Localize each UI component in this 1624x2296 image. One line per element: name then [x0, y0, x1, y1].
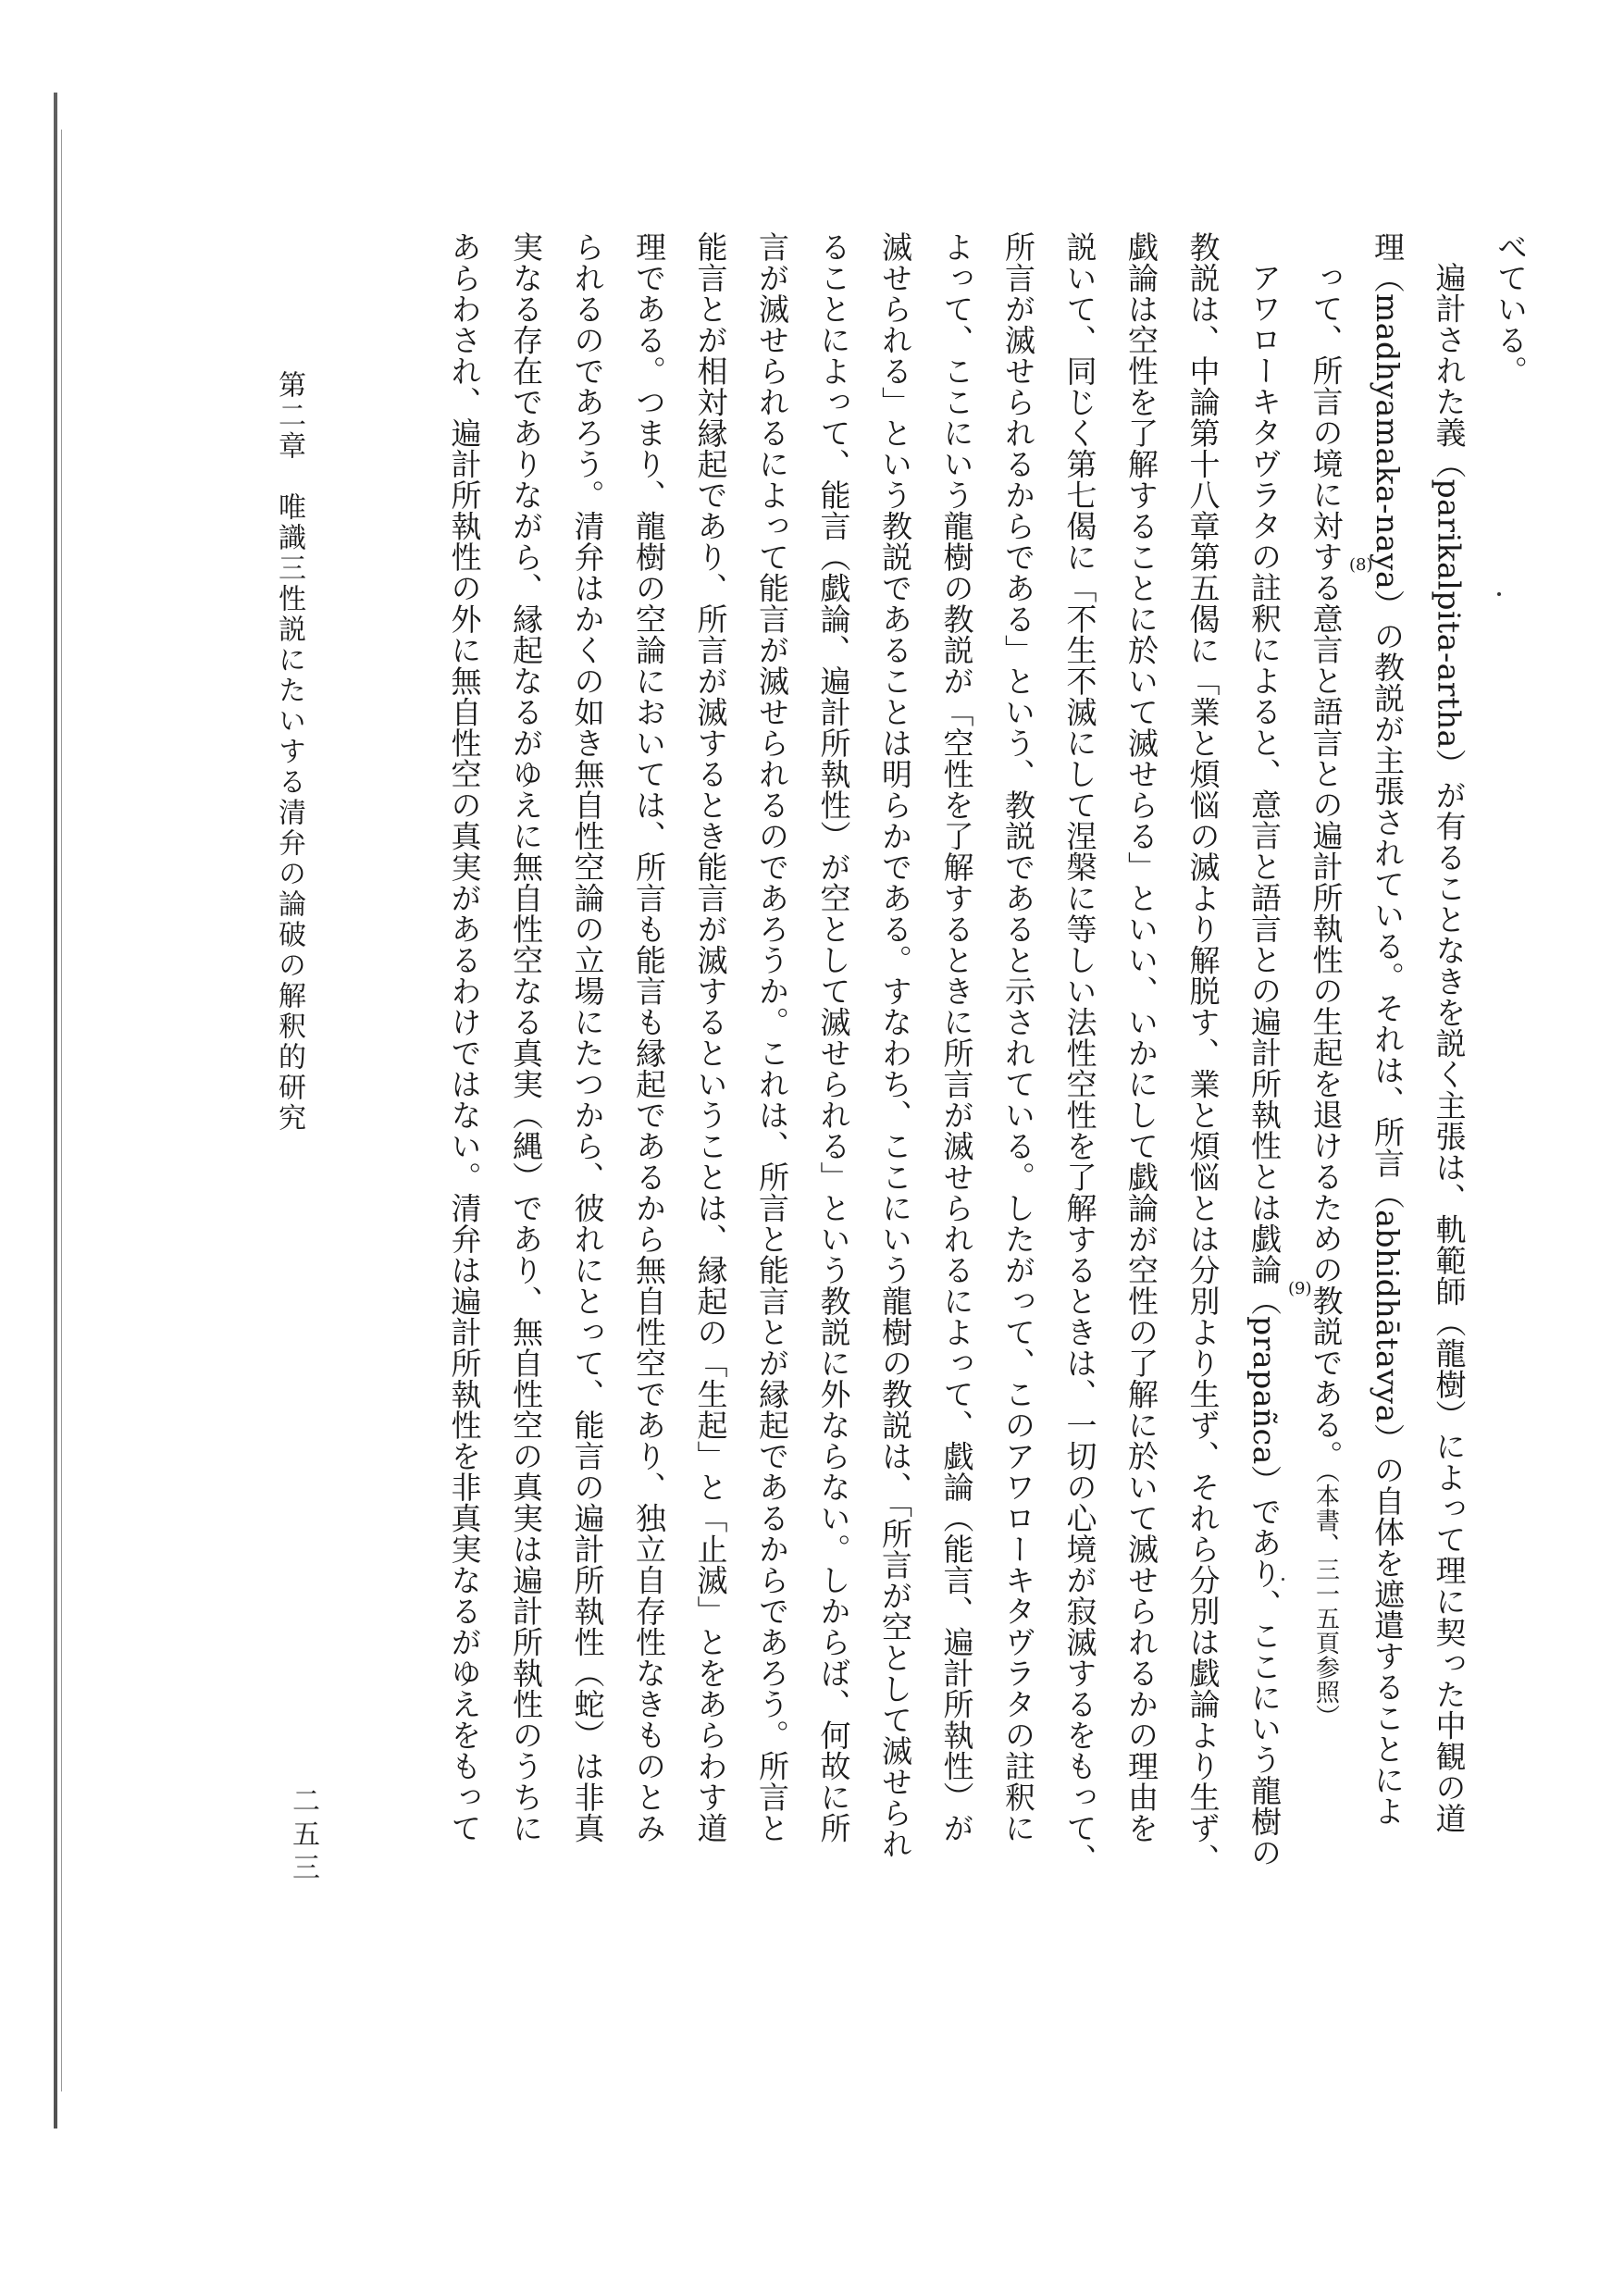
text-line: 遍計された義（parikalpita-artha）が有ることなきを説く主張は、軌範師（龍樹）によって理に契った中観の道: [1431, 262, 1468, 1834]
text-line: 理（madhyamaka-naya）の教説が主張されている。それは、所言（abhidhātavya）の自体を遮遣することによ: [1370, 231, 1406, 1827]
text-line: 教説は、中論第十八章第五偈に「業と煩悩の滅より解脱す、業と煩悩とは分別より生ず、それら分別は戯論より生ず、: [1184, 231, 1221, 1875]
reference-note: （本書、三一五頁参照）: [1311, 1471, 1340, 1729]
text-line: られるのであろう。清弁はかくの如き無自性空論の立場にたつから、彼れにとって、能言の遍計所執性（蛇）は非真: [569, 231, 606, 1843]
binding-edge-shadow: [61, 130, 62, 2091]
text-line: 言が滅せられるによって能言が滅せられるのであろうか。これは、所言と能言とが縁起であるからであろう。所言と: [754, 231, 790, 1843]
running-title: 第二章 唯識三性説にたいする清弁の論破の解釈的研究: [273, 370, 305, 1134]
text-line: 理である。つまり、龍樹の空論においては、所言も能言も縁起であるから無自性空であり、独立自存性なきものとみ: [631, 231, 667, 1843]
text-line-main: って、所言の境に対する意言と語言との遍計所執性の生起を退けるための教説である。: [1308, 262, 1345, 1471]
text-line: 説いて、同じく第七偈に「不生不滅にして涅槃に等しい法性空性を了解するときは、一切の心境が寂滅するをもって、: [1061, 231, 1098, 1875]
footnote-marker-9: (9): [1288, 1279, 1312, 1298]
text-line: べている。: [1493, 231, 1529, 387]
binding-edge: [54, 93, 57, 2128]
page-body-text: [433, 231, 1541, 2036]
text-line: 滅せられる」という教説であることは明らかである。すなわち、ここにいう龍樹の教説は、「所言が空として滅せられ: [877, 231, 913, 1859]
text-line: よって、ここにいう龍樹の教説が「空性を了解するときに所言が滅せられるによって、戯論（能言、遍計所執性）が: [938, 231, 975, 1843]
text-line: 戯論は空性を了解することに於いて滅せらる」といい、いかにして戯論が空性の了解に於いて滅せられるかの理由を: [1123, 231, 1159, 1843]
text-line: 実なる存在でありながら、縁起なるがゆえに無自性空なる真実（縄）であり、無自性空の真実は遍計所執性のうちに: [508, 231, 544, 1843]
text-line: 所言が滅せられるからである」という、教説であると示されている。したがって、このアワローキタヴラタの註釈に: [1000, 231, 1036, 1843]
text-line: アワローキタヴラタの註釈によると、意言と語言との遍計所執性とは戯論（prapañca）であり、ここにいう龍樹の: [1246, 262, 1283, 1868]
text-line: あらわされ、遍計所執性の外に無自性空の真実があるわけではない。清弁は遍計所執性を非真実なるがゆえをもって: [446, 231, 483, 1843]
page-number: 二五三: [287, 1786, 319, 1886]
text-line: ることによって、能言（戯論、遍計所執性）が空として滅せられる」という教説に外ならない。しからば、何故に所: [815, 231, 852, 1843]
text-line: [1295, 231, 1357, 2036]
text-line: 能言とが相対縁起であり、所言が滅するとき能言が滅するということは、縁起の「生起」と「止滅」とをあらわす道: [692, 231, 729, 1843]
footnote-marker-8: (8): [1349, 555, 1373, 575]
